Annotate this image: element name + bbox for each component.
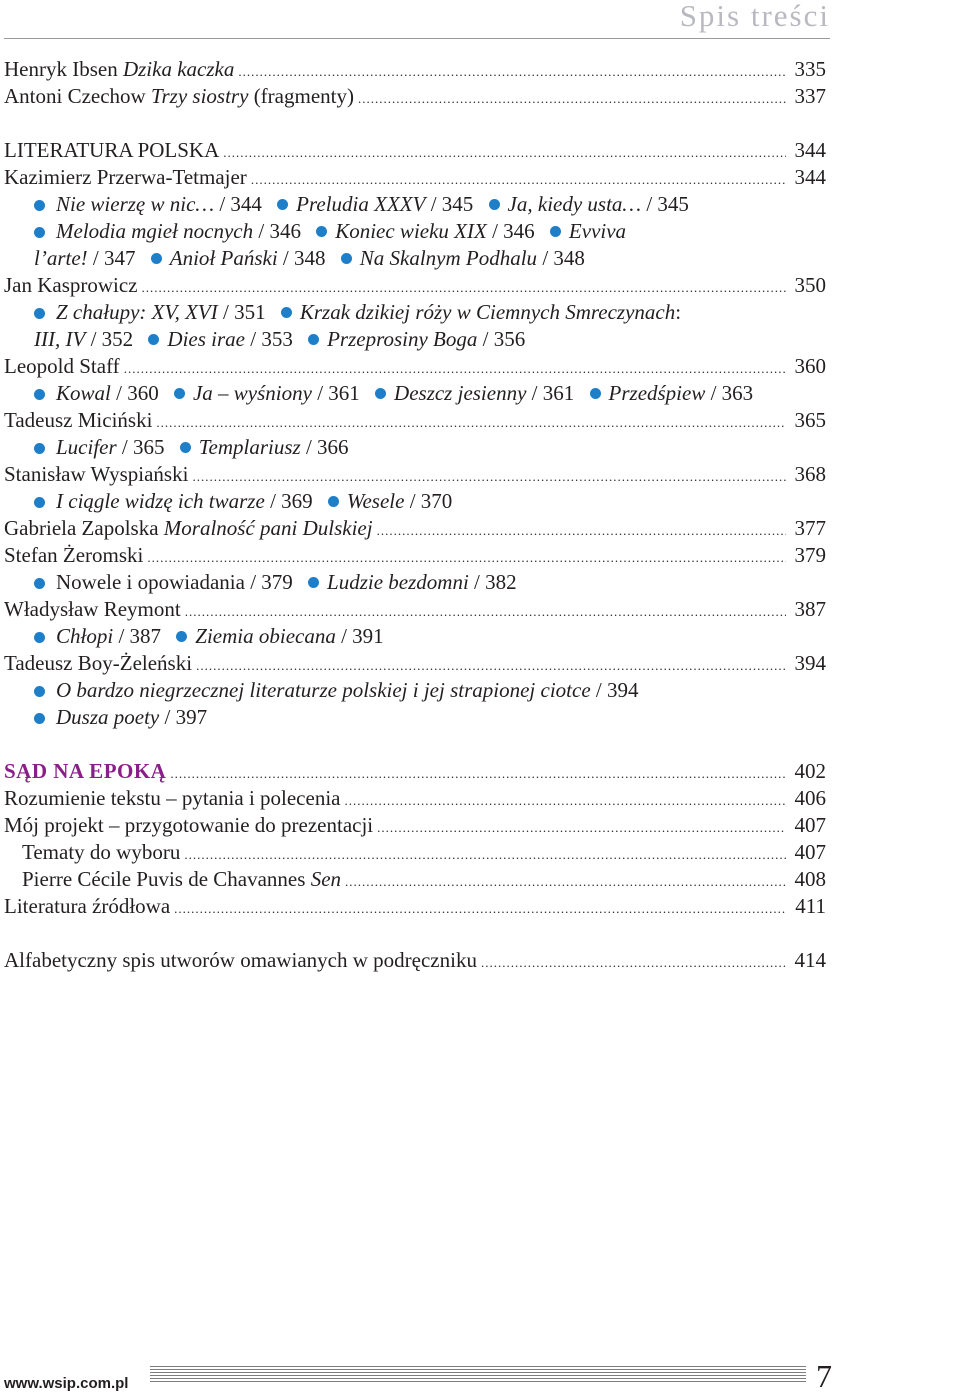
bullet-icon <box>281 307 292 318</box>
page-number: 379 <box>794 543 826 567</box>
bullet-icon <box>34 443 45 454</box>
bullet-icon <box>489 199 500 210</box>
toc-label: Rozumienie tekstu – pytania i polecenia <box>4 786 341 810</box>
bullet-icon <box>550 226 561 237</box>
dot-leader <box>344 787 786 814</box>
work-item[interactable]: Evviva <box>550 219 626 243</box>
toc-label: Kazimierz Przerwa-Tetmajer <box>4 165 247 189</box>
work-item[interactable]: Wesele / 370 <box>328 489 452 513</box>
dot-leader <box>185 598 786 625</box>
work-item[interactable]: l’arte! / 347 <box>34 246 136 270</box>
work-item[interactable]: Ludzie bezdomni / 382 <box>308 570 517 594</box>
work-item[interactable]: Krzak dzikiej róży w Ciemnych Smreczynach: <box>281 300 681 324</box>
dot-leader <box>174 895 786 922</box>
dot-leader <box>196 652 786 679</box>
work-item[interactable]: Kowal / 360 <box>56 381 159 405</box>
work-item[interactable]: Nie wierzę w nic… / 344 <box>56 192 262 216</box>
bullet-icon <box>277 199 288 210</box>
works-line <box>4 191 826 218</box>
bullet-icon <box>34 497 45 508</box>
dot-leader <box>358 85 786 112</box>
toc-label: Stanisław Wyspiański <box>4 462 189 486</box>
work-item[interactable]: Przeprosiny Boga / 356 <box>308 327 525 351</box>
dot-leader <box>251 166 786 193</box>
works-line <box>4 569 826 596</box>
bullet-icon <box>176 631 187 642</box>
page-number: 394 <box>794 651 826 675</box>
dot-leader <box>170 760 786 787</box>
page-number: 344 <box>794 138 826 162</box>
toc-label: Tematy do wyboru <box>22 840 181 864</box>
bullet-icon <box>34 389 45 400</box>
toc-row-ibsen[interactable] <box>4 56 826 83</box>
page-number: 337 <box>794 84 826 108</box>
bullet-icon <box>34 200 45 211</box>
toc-label: Pierre Cécile Puvis de Chavannes Sen <box>22 867 342 891</box>
works-line <box>4 245 826 272</box>
toc-row-sad-na-epoka[interactable] <box>4 758 826 785</box>
toc-label: Literatura źródłowa <box>4 894 171 918</box>
dot-leader <box>223 139 786 166</box>
toc-label: Jan Kasprowicz <box>4 273 138 297</box>
toc-row-alfabetyczny[interactable] <box>4 947 826 974</box>
toc-row-literatura-polska[interactable] <box>4 137 826 164</box>
work-item[interactable]: Preludia XXXV / 345 <box>277 192 473 216</box>
work-item[interactable]: Dies irae / 353 <box>148 327 292 351</box>
page-number: 407 <box>794 813 826 837</box>
dot-leader <box>184 841 786 868</box>
work-item[interactable]: Nowele i opowiadania / 379 <box>56 570 293 594</box>
page-number: 344 <box>794 165 826 189</box>
page-number: 377 <box>794 516 826 540</box>
work-item[interactable]: Deszcz jesienny / 361 <box>375 381 574 405</box>
toc-label: Gabriela Zapolska Moralność pani Dulskiej <box>4 516 373 540</box>
work-item[interactable]: Ja, kiedy usta… / 345 <box>489 192 689 216</box>
bullet-icon <box>34 227 45 238</box>
work-item[interactable]: Przedśpiew / 363 <box>590 381 754 405</box>
page-number: 407 <box>794 840 826 864</box>
dot-leader <box>147 544 786 571</box>
page-number: 387 <box>794 597 826 621</box>
footer-decoration <box>150 1366 806 1384</box>
toc-row-wyspianski[interactable] <box>4 461 826 488</box>
bullet-icon <box>34 632 45 643</box>
bullet-icon <box>34 686 45 697</box>
toc-row-boy[interactable] <box>4 650 826 677</box>
toc-row-reymont[interactable] <box>4 596 826 623</box>
page-number: 335 <box>794 57 826 81</box>
toc-row-tematy[interactable] <box>4 839 826 866</box>
work-item[interactable]: Z chałupy: XV, XVI / 351 <box>56 300 266 324</box>
work-item[interactable]: III, IV / 352 <box>34 327 134 351</box>
works-line <box>4 380 826 407</box>
toc-row-czechow[interactable] <box>4 83 826 110</box>
bullet-icon <box>34 578 45 589</box>
toc-label: Tadeusz Miciński <box>4 408 153 432</box>
bullet-icon <box>34 713 45 724</box>
works-line <box>4 704 826 731</box>
work-item[interactable]: Dusza poety / 397 <box>56 705 208 729</box>
work-item[interactable]: I ciągle widzę ich twarze / 369 <box>56 489 313 513</box>
page-number-footer: 7 <box>816 1358 832 1394</box>
works-line <box>4 623 826 650</box>
work-item[interactable]: Templariusz / 366 <box>180 435 349 459</box>
page-number: 414 <box>794 948 826 972</box>
toc-row-micinski[interactable] <box>4 407 826 434</box>
bullet-icon <box>148 334 159 345</box>
toc-row-rozumienie[interactable] <box>4 785 826 812</box>
toc-label: Stefan Żeromski <box>4 543 144 567</box>
work-item[interactable]: Lucifer / 365 <box>56 435 165 459</box>
toc-label: LITERATURA POLSKA <box>4 138 220 162</box>
toc-row-tetmajer[interactable] <box>4 164 826 191</box>
bullet-icon <box>316 226 327 237</box>
works-line <box>4 677 826 704</box>
bullet-icon <box>174 388 185 399</box>
dot-leader <box>192 463 786 490</box>
toc-label: Mój projekt – przygotowanie do prezentacji <box>4 813 374 837</box>
bullet-icon <box>328 496 339 507</box>
bullet-icon <box>151 253 162 264</box>
bullet-icon <box>341 253 352 264</box>
toc-label: Antoni Czechow Trzy siostry (fragmenty) <box>4 84 354 108</box>
work-item[interactable]: Ziemia obiecana / 391 <box>176 624 383 648</box>
works-line <box>4 299 826 326</box>
toc-row-puvis[interactable] <box>4 866 826 893</box>
work-item[interactable]: Koniec wieku XIX / 346 <box>316 219 534 243</box>
dot-leader <box>124 355 786 382</box>
work-item[interactable]: Anioł Pański / 348 <box>151 246 326 270</box>
toc-row-projekt[interactable] <box>4 812 826 839</box>
work-item[interactable]: Ja – wyśniony / 361 <box>174 381 360 405</box>
dot-leader <box>481 949 786 976</box>
bullet-icon <box>180 442 191 453</box>
dot-leader <box>377 517 786 544</box>
header-divider <box>4 38 830 39</box>
work-item[interactable]: O bardzo niegrzecznej literaturze polskiej i jej strapionej ciotce / 394 <box>56 678 639 702</box>
section-title: Spis treści <box>679 0 830 33</box>
toc-row-staff[interactable] <box>4 353 826 380</box>
bullet-icon <box>308 577 319 588</box>
work-item[interactable]: Melodia mgieł nocnych / 346 <box>56 219 301 243</box>
toc-row-kasprowicz[interactable] <box>4 272 826 299</box>
toc-row-zeromski[interactable] <box>4 542 826 569</box>
page-number: 406 <box>794 786 826 810</box>
dot-leader <box>345 868 786 895</box>
bullet-icon <box>308 334 319 345</box>
toc-row-literatura-zrodlowa[interactable] <box>4 893 826 920</box>
bullet-icon <box>590 388 601 399</box>
bullet-icon <box>34 308 45 319</box>
section-heading: SĄD NA EPOKĄ <box>4 759 167 783</box>
works-line <box>4 434 826 461</box>
page-number: 402 <box>794 759 826 783</box>
bullet-icon <box>375 388 386 399</box>
toc-label: Alfabetyczny spis utworów omawianych w podręczniku <box>4 948 477 972</box>
works-line <box>4 488 826 515</box>
publisher-url[interactable]: www.wsip.com.pl <box>4 1375 129 1392</box>
work-item[interactable]: Chłopi / 387 <box>56 624 162 648</box>
dot-leader <box>156 409 786 436</box>
dot-leader <box>238 58 786 85</box>
toc-label: Władysław Reymont <box>4 597 181 621</box>
page-number: 365 <box>794 408 826 432</box>
page-number: 368 <box>794 462 826 486</box>
page-number: 350 <box>794 273 826 297</box>
works-line <box>4 326 826 353</box>
page-number: 408 <box>794 867 826 891</box>
dot-leader <box>377 814 786 841</box>
page-number: 411 <box>795 894 826 918</box>
toc-label: Leopold Staff <box>4 354 120 378</box>
toc-row-zapolska[interactable] <box>4 515 826 542</box>
toc-label: Tadeusz Boy-Żeleński <box>4 651 193 675</box>
works-line <box>4 218 826 245</box>
toc-label: Henryk Ibsen Dzika kaczka <box>4 57 235 81</box>
table-of-contents <box>4 56 826 974</box>
dot-leader <box>142 274 786 301</box>
page-number: 360 <box>794 354 826 378</box>
work-item[interactable]: Na Skalnym Podhalu / 348 <box>341 246 585 270</box>
